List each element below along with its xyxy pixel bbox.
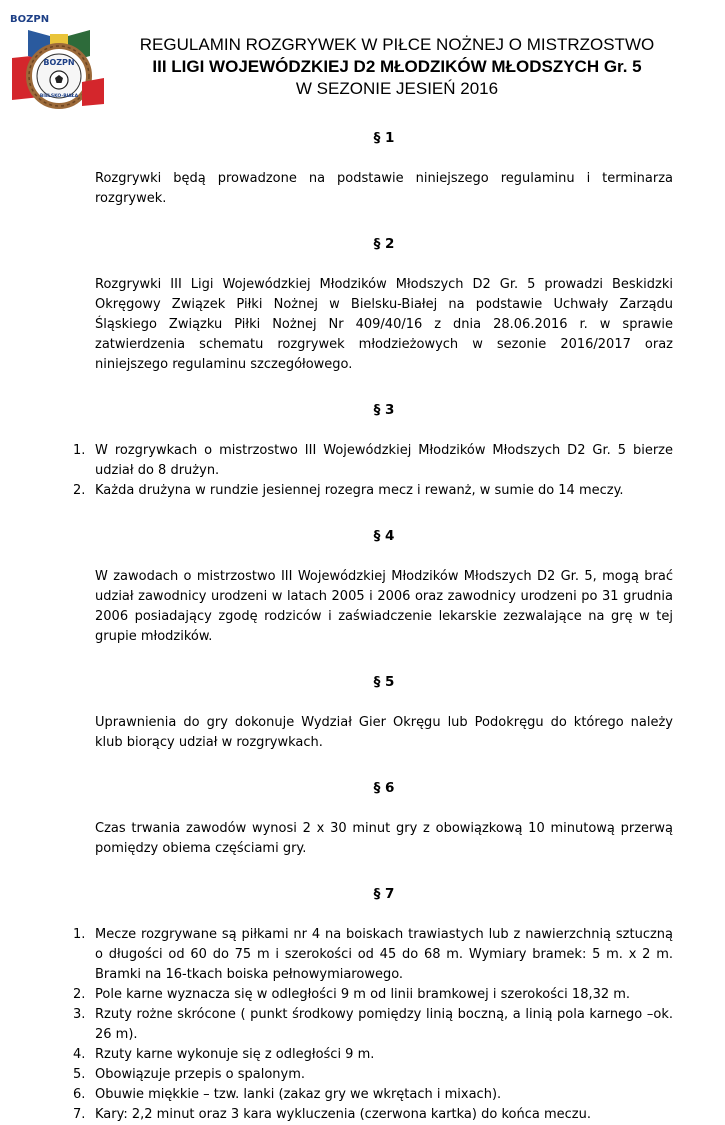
list-item: 6. Obuwie miękkie – tzw. lanki (zakaz gry we wkrętach i mixach). <box>73 1087 502 1102</box>
list-item: 1. Mecze rozgrywane są piłkami nr 4 na boiskach trawiastych lub z nawierzchnią sztuczną o długości od 60 do 75 m i szerokości od 45 do 68 m. Wymiary bramek: 5 m. x 2 m. Bramki na 16-tkach boiska pełnowymiarowego. <box>73 927 673 982</box>
title-line-1: REGULAMIN ROZGRYWEK W PIŁCE NOŻNEJ O MISTRZOSTWO <box>139 35 655 54</box>
section-5-text: Uprawnienia do gry dokonuje Wydział Gier Okręgu lub Podokręgu do którego należy klub biorący udział w rozgrywkach. <box>95 715 673 750</box>
section-6-text: Czas trwania zawodów wynosi 2 x 30 minut gry z obowiązkową 10 minutową przerwą pomiędzy obiema częściami gry. <box>95 821 673 856</box>
section-2-text: Rozgrywki III Ligi Wojewódzkiej Młodzików Młodszych D2 Gr. 5 prowadzi Beskidzki Okręgowy Związek Piłki Nożnej w Bielsku-Białej na podstawie Uchwały Zarządu Śląskiego Związku Piłki Nożnej Nr 409/40/16 z dnia 28.06.2016 r. w sprawie zatwierdzenia schematu rozgrywek młodzieżowych w sezonie 2016/2017 oraz niniejszego regulaminu szczegółowego. <box>95 277 673 372</box>
list-item: 5. Obowiązuje przepis o spalonym. <box>73 1067 306 1082</box>
section-3-heading: § 3 <box>373 402 395 418</box>
section-6-heading: § 6 <box>373 780 395 796</box>
bozpn-logo <box>10 14 106 110</box>
section-1-text: Rozgrywki będą prowadzone na podstawie niniejszego regulaminu i terminarza rozgrywek. <box>95 171 673 206</box>
section-3-list <box>73 441 673 501</box>
list-item: 2. Każda drużyna w rundzie jesiennej rozegra mecz i rewanż, w sumie do 14 meczy. <box>73 483 624 498</box>
list-item: 3. Rzuty rożne skrócone ( punkt środkowy pomiędzy linią boczną, a linią pola karnego –ok. 26 m). <box>73 1007 673 1042</box>
title-line-3: W SEZONIE JESIEŃ 2016 <box>295 79 499 98</box>
regulations-body <box>73 128 673 1125</box>
list-item: 2. Pole karne wyznacza się w odległości 9 m od linii bramkowej i szerokości 18,32 m. <box>73 987 631 1002</box>
section-1-heading: § 1 <box>373 130 395 146</box>
logo-text: BOZPN <box>10 14 50 25</box>
list-item: 4. Rzuty karne wykonuje się z odległości 9 m. <box>73 1047 375 1062</box>
logo-sublabel: BIELSKO-BIAŁA <box>39 94 79 99</box>
list-item: 1. W rozgrywkach o mistrzostwo III Wojewódzkiej Młodzików Młodszych D2 Gr. 5 bierze udział do 8 drużyn. <box>73 443 673 478</box>
list-item: 7. Kary: 2,2 minut oraz 3 kara wykluczenia (czerwona kartka) do końca meczu. <box>73 1107 591 1122</box>
section-7-list <box>73 925 673 1125</box>
document-title <box>112 34 682 100</box>
title-line-2: III LIGI WOJEWÓDZKIEJ D2 MŁODZIKÓW MŁODSZYCH Gr. 5 <box>152 57 642 76</box>
section-5-heading: § 5 <box>373 674 395 690</box>
section-4-heading: § 4 <box>373 528 395 544</box>
section-2-heading: § 2 <box>373 236 395 252</box>
section-7-heading: § 7 <box>373 886 395 902</box>
section-4-text: W zawodach o mistrzostwo III Wojewódzkiej Młodzików Młodszych D2 Gr. 5, mogą brać udział zawodnicy urodzeni w latach 2005 i 2006 oraz zawodnicy urodzeni po 31 grudnia 2006 posiadający zgodę rodziców i zaświadczenie lekarskie zezwalające na grę w tej grupie młodzików. <box>95 569 673 644</box>
logo-label: BOZPN <box>43 58 75 67</box>
